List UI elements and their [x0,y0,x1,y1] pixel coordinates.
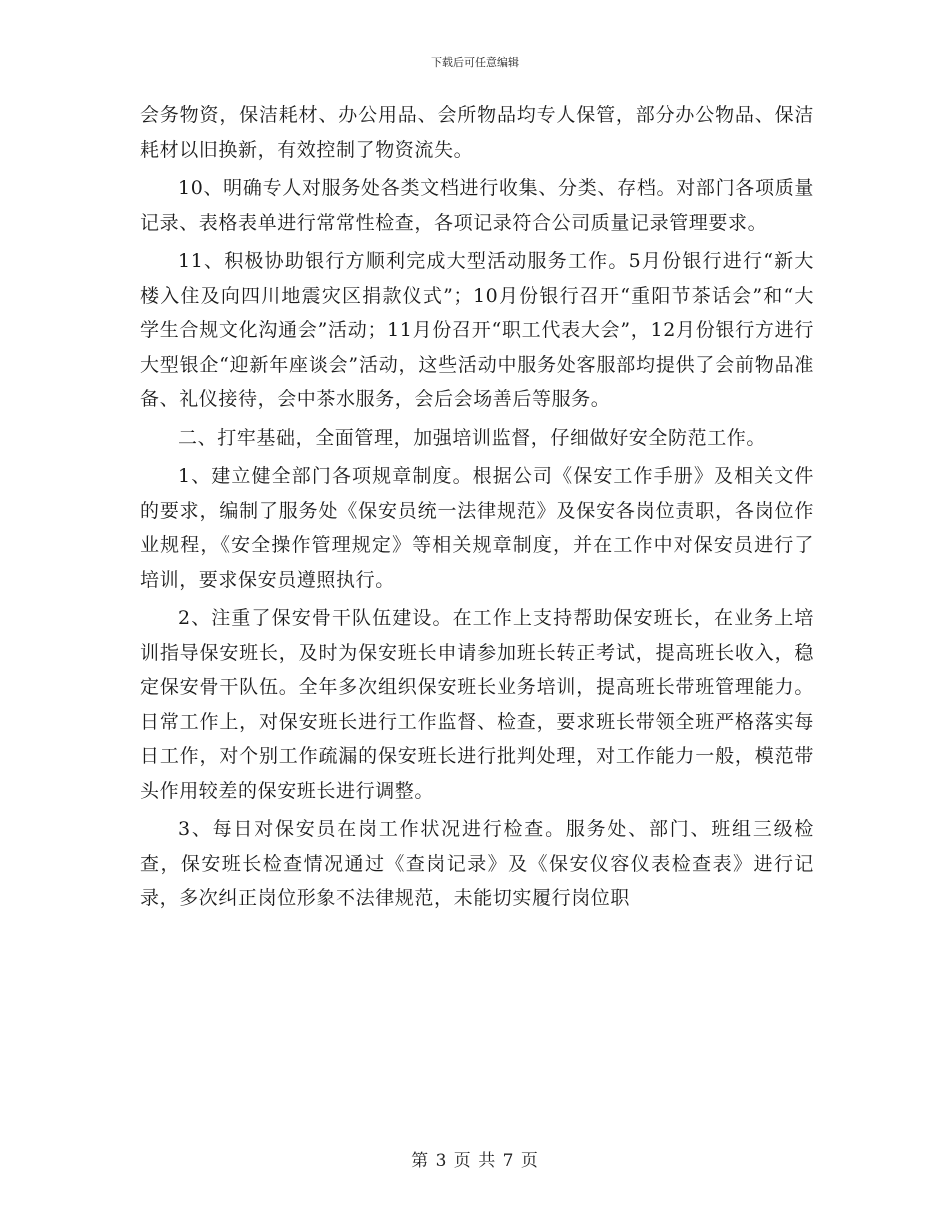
paragraph-item-10: 10、明确专人对服务处各类文档进行收集、分类、存档。对部门各项质量记录、表格表单进行常常性检查，各项记录符合公司质量记录管理要求。 [140,177,814,234]
section-heading-2: 二、打牢基础，全面管理，加强培训监督，仔细做好安全防范工作。 [178,426,767,449]
document-body [140,98,814,920]
paragraph-item-11: 11、积极协助银行方顺利完成大型活动服务工作。5月份银行进行“新大楼入住及向四川地震灾区捐款仪式”；10月份银行召开“重阳节茶话会”和“大学生合规文化沟通会”活动；11月份召开“职工代表大会”，12月份银行方进行大型银企“迎新年座谈会”活动，这些活动中服务处客服部均提供了会前物品准备、礼仪接待，会中茶水服务，会后会场善后等服务。 [140,250,814,410]
paragraph-continuation: 会务物资，保洁耗材、办公用品、会所物品均专人保管，部分办公物品、保洁耗材以旧换新，有效控制了物资流失。 [140,104,814,161]
page-header: 下载后可任意编辑 [431,56,519,69]
paragraph-item-1: 1、建立健全部门各项规章制度。根据公司《保安工作手册》及相关文件的要求，编制了服务处《保安员统一法律规范》及保安各岗位责职，各岗位作业规程，《安全操作管理规定》等相关规章制度，并在工作中对保安员进行了培训，要求保安员遵照执行。 [140,465,814,591]
paragraph-item-3: 3、每日对保安员在岗工作状况进行检查。服务处、部门、班组三级检查，保安班长检查情况通过《查岗记录》及《保安仪容仪表检查表》进行记录，多次纠正岗位形象不法律规范，未能切实履行岗位职 [140,818,814,909]
paragraph-item-2: 2、注重了保安骨干队伍建设。在工作上支持帮助保安班长，在业务上培训指导保安班长，及时为保安班长申请参加班长转正考试，提高班长收入，稳定保安骨干队伍。全年多次组织保安班长业务培训，提高班长带班管理能力。日常工作上，对保安班长进行工作监督、检查，要求班长带领全班严格落实每日工作，对个别工作疏漏的保安班长进行批判处理，对工作能力一般，模范带头作用较差的保安班长进行调整。 [140,607,814,802]
page-number-footer: 第 3 页 共 7 页 [411,1151,539,1171]
